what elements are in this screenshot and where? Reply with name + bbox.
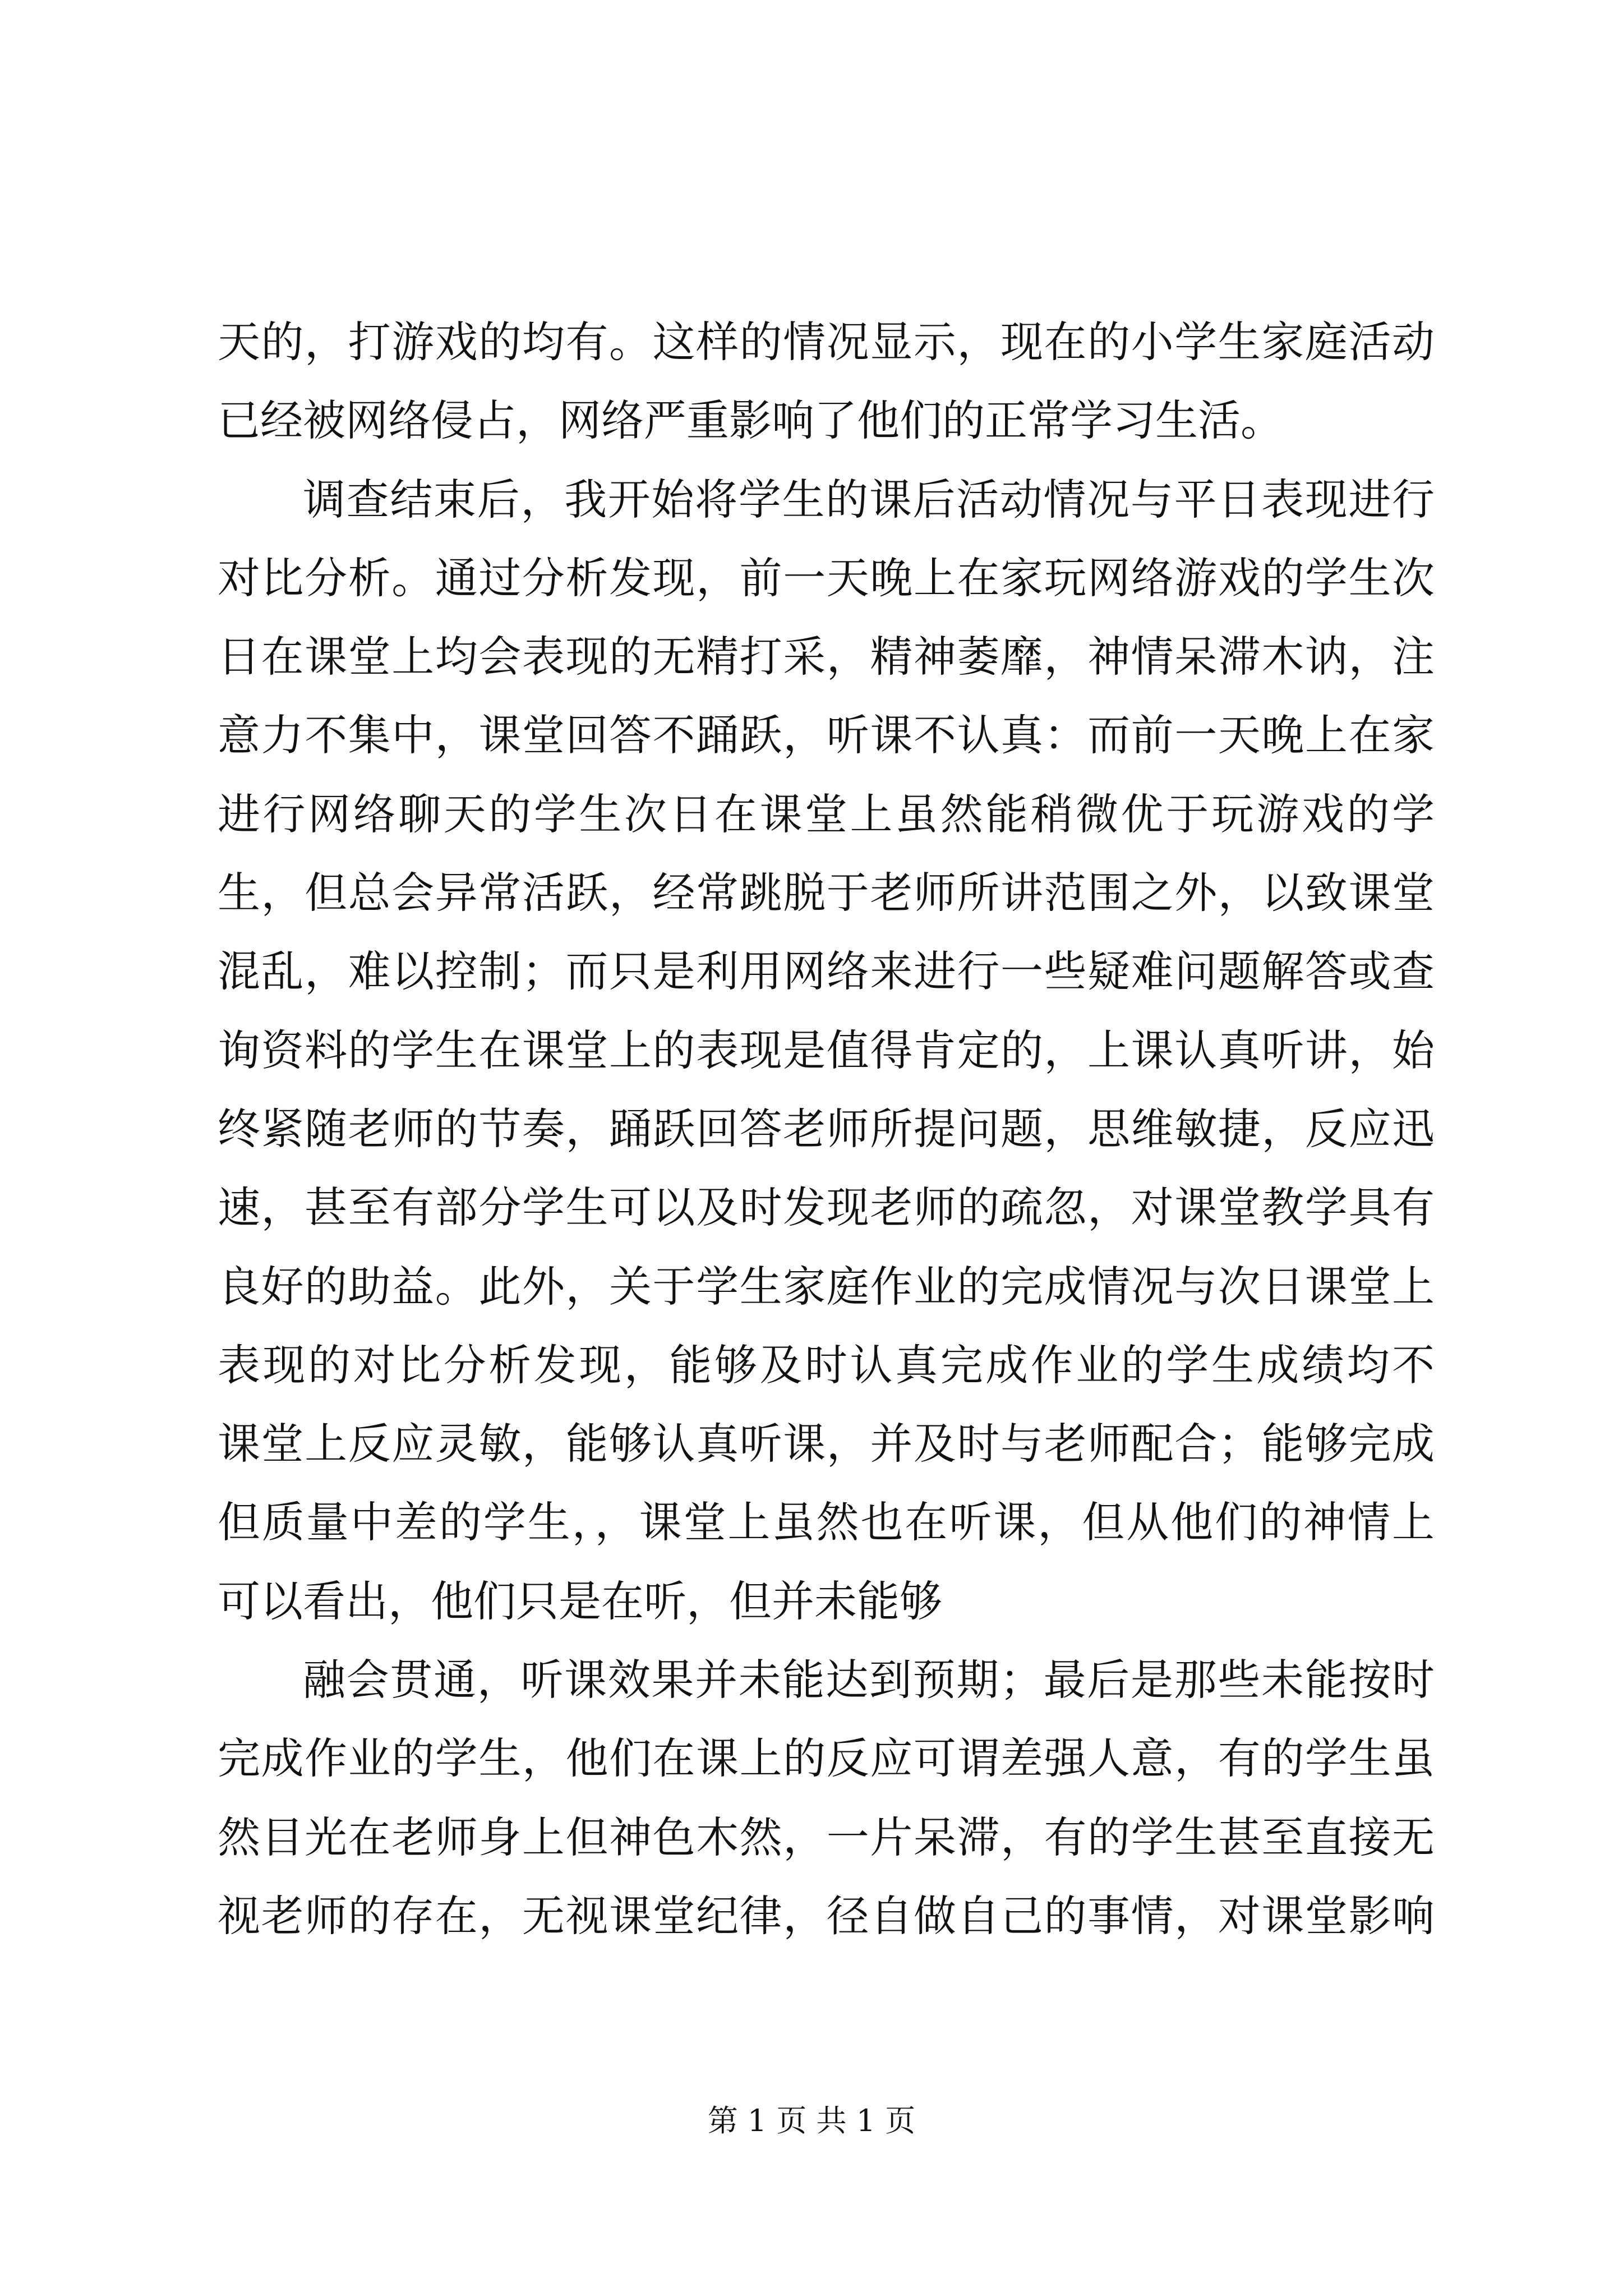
text-line: 生，但总会异常活跃，经常跳脱于老师所讲范围之外，以致课堂 xyxy=(218,868,1435,918)
text-line: 然目光在老师身上但神色木然，一片呆滞，有的学生甚至直接无 xyxy=(218,1812,1435,1862)
text-line: 已经被网络侵占，网络严重影响了他们的正常学习生活。 xyxy=(218,395,1283,446)
text-line: 可以看出，他们只是在听，但并未能够 xyxy=(218,1576,942,1626)
text-line: 表现的对比分析发现，能够及时认真完成作业的学生成绩均不 xyxy=(218,1340,1435,1390)
text-line: 完成作业的学生，他们在课上的反应可谓差强人意，有的学生虽 xyxy=(218,1733,1435,1784)
document-body xyxy=(218,303,1435,1955)
text-line: 良好的助益。此外，关于学生家庭作业的完成情况与次日课堂上 xyxy=(218,1261,1435,1312)
text-line: 速，甚至有部分学生可以及时发现老师的疏忽，对课堂教学具有 xyxy=(218,1182,1435,1233)
text-line: 但质量中差的学生，，课堂上虽然也在听课，但从他们的神情上 xyxy=(218,1497,1435,1548)
text-line: 进行网络聊天的学生次日在课堂上虽然能稍微优于玩游戏的学 xyxy=(218,789,1435,839)
text-line: 意力不集中，课堂回答不踊跃，听课不认真：而前一天晚上在家 xyxy=(218,710,1435,761)
text-line: 混乱，难以控制；而只是利用网络来进行一些疑难问题解答或查 xyxy=(218,946,1435,997)
text-line: 视老师的存在，无视课堂纪律，径自做自己的事情，对课堂影响 xyxy=(218,1890,1435,1941)
text-line: 终紧随老师的节奏，踊跃回答老师所提问题，思维敏捷，反应迅 xyxy=(218,1103,1435,1154)
text-line: 课堂上反应灵敏，能够认真听课，并及时与老师配合；能够完成 xyxy=(218,1419,1435,1469)
text-line: 对比分析。通过分析发现，前一天晚上在家玩网络游戏的学生次 xyxy=(218,553,1435,603)
text-line: 询资料的学生在课堂上的表现是值得肯定的，上课认真听讲，始 xyxy=(218,1025,1435,1075)
text-line: 日在课堂上均会表现的无精打采，精神萎靡，神情呆滞木讷，注 xyxy=(218,632,1435,682)
text-line: 融会贯通，听课效果并未能达到预期；最后是那些未能按时 xyxy=(303,1655,1435,1705)
text-line: 调查结束后，我开始将学生的课后活动情况与平日表现进行 xyxy=(303,474,1435,524)
text-line: 天的，打游戏的均有。这样的情况显示，现在的小学生家庭活动 xyxy=(218,317,1435,367)
page-footer: 第 1 页 共 1 页 xyxy=(707,2103,916,2138)
